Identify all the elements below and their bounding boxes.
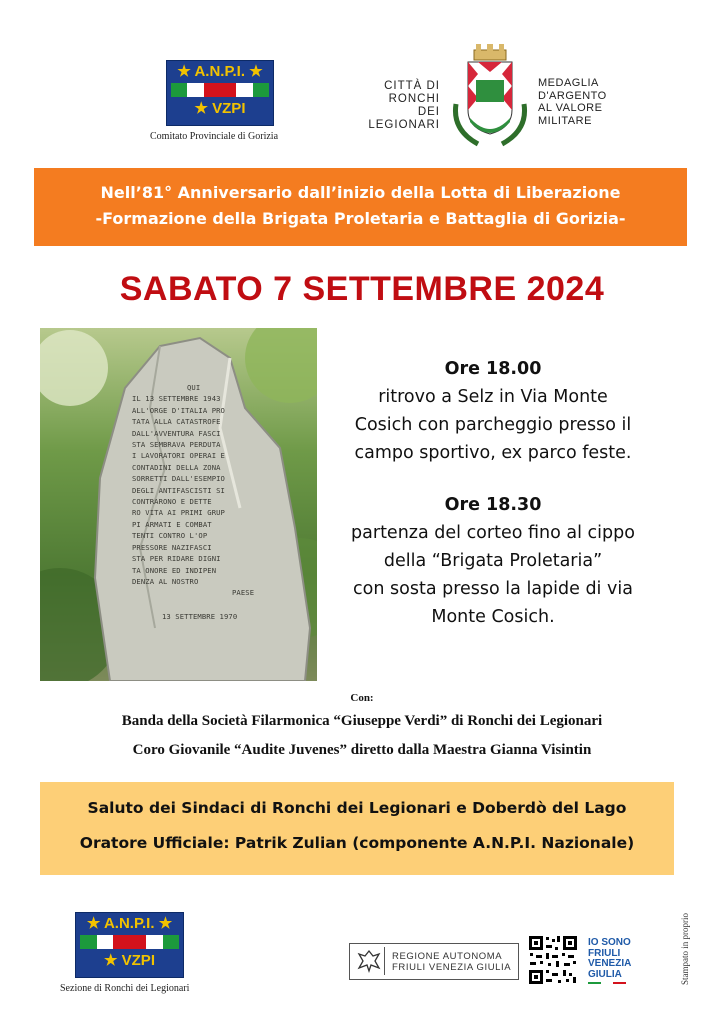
medal-text: MEDAGLIA D'ARGENTO AL VALORE MILITARE [538,77,607,127]
city-name: CITTÀ DI RONCHI DEI LEGIONARI [368,80,440,131]
mayors-greeting: Saluto dei Sindaci di Ronchi dei Legionari e Doberdò del Lago [87,799,627,817]
schedule-time: Ore 18.00 [444,359,542,379]
event-date: SABATO 7 SETTEMBRE 2024 [119,270,605,308]
schedule-line: Monte Cosich. [431,607,555,627]
schedule-line: ritrovo a Selz in Via Monte [378,387,608,407]
tricolor-stripe [171,83,269,97]
anpi-footer-caption: Sezione di Ronchi dei Legionari [60,983,190,994]
anpi-logo-footer [75,912,184,978]
participant-choir: Coro Giovanile “Audite Juvenes” diretto dalla Maestra Gianna Visintin [132,742,592,758]
star-icon: ★ [177,63,191,80]
schedule [318,355,668,631]
schedule-line: partenza del corteo fino al cippo [351,523,635,543]
schedule-line: campo sportivo, ex parco feste. [354,443,632,463]
star-icon: ★ [158,915,173,932]
speakers-box [40,782,674,875]
city-crest-icon [448,44,532,150]
print-notice: Stampato in proprio [680,913,690,985]
io-sono-fvg-logo: IO SONO FRIULI VENEZIA GIULIA [588,938,631,984]
schedule-line: Cosich con parcheggio presso il [354,415,632,435]
tricolor-stripe [80,935,179,949]
stone-inscription: QUI IL 13 SETTEMBRE 1943 ALL'ORGE D'ITALIA PRO TATA ALLA CATASTROFE DALL'AVVENTURA FASCI STA SEMBRAVA PERDUTA I LAVORATORI OPERAI E CONTADINI DELLA ZONA SORRETTI DALL'ESEMPIO DEGLI ANTIFASCISTI SI CONTRARONO E DETTE RO VITA AI PRIMI GRUP PI ARMATI E COMBAT TENTI CONTRO L'OP PRESSORE NAZIFASCI STA PER RIDARE DIGNI TA ONORE ED INDIPEN DENZA AL NOSTRO PAESE 13 SETTEMBRE 1970 [132,383,255,621]
schedule-item [318,491,668,631]
schedule-line: della “Brigata Proletaria” [383,551,603,571]
schedule-time: Ore 18.30 [444,495,542,515]
star-icon: ★ [194,100,208,117]
star-icon: ★ [249,63,263,80]
qr-code-icon[interactable] [528,935,578,985]
regione-line-2: FRIULI VENEZIA GIULIA [392,962,512,973]
eagle-icon [356,948,382,974]
banner-line-1: Nell’81° Anniversario dall’inizio della Lotta di Liberazione [100,183,621,202]
schedule-item [318,355,668,467]
participant-band: Banda della Società Filarmonica “Giuseppe Verdi” di Ronchi dei Legionari [121,713,603,729]
participants-label: Con: [350,692,374,704]
banner-line-2: -Formazione della Brigata Proletaria e Battaglia di Gorizia- [95,209,626,228]
schedule-line: con sosta presso la lapide di via [353,579,633,599]
anpi-caption: Comitato Provinciale di Gorizia [150,131,279,142]
anniversary-banner [34,168,687,246]
star-icon: ★ [104,952,118,969]
anpi-logo-text: A.N.P.I. [194,63,246,80]
anpi-logo-text: A.N.P.I. [103,915,155,932]
regione-line-1: REGIONE AUTONOMA [392,951,503,962]
star-icon: ★ [86,915,101,932]
official-speaker: Oratore Ufficiale: Patrik Zulian (componente A.N.P.I. Nazionale) [79,834,635,852]
regione-logo [349,943,519,980]
tricolor-underline [588,982,626,984]
anpi-logo-subtext: VZPI [212,100,246,117]
anpi-logo [166,60,274,126]
memorial-stone-photo [40,328,317,681]
anpi-logo-subtext: VZPI [121,952,155,969]
